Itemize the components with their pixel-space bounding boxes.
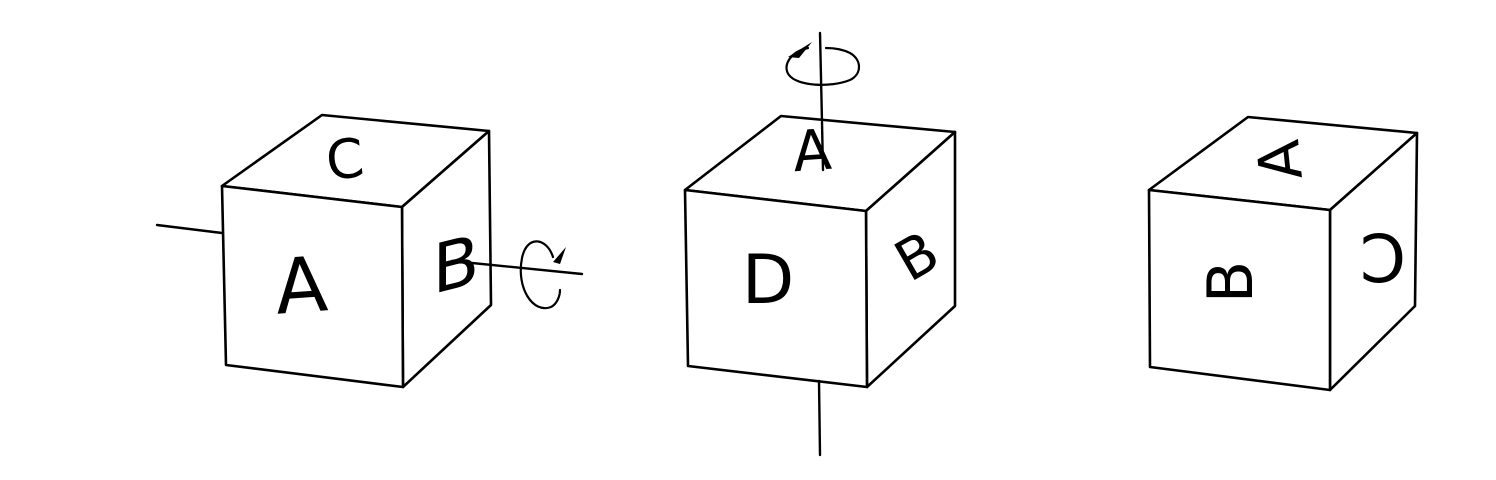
cube-2 [685,33,955,455]
rotation-arrowhead-icon [553,247,566,264]
cube-3-top-letter: A [1244,136,1316,184]
cube-1-front-letter: A [271,239,331,332]
rotation-arrowhead-icon [788,42,812,58]
cube-2-front-letter: D [741,241,795,320]
rotation-axis-top [820,33,822,122]
cube-1 [157,115,582,387]
rotation-axis-left [157,225,222,233]
cube-3 [1149,117,1417,390]
cube-1-top-letter: C [322,126,367,193]
cube-2-top-letter: A [790,117,834,186]
cube-3-right-letter: C [1359,218,1407,295]
cube-3-front-letter: B [1194,260,1267,304]
cube-2-right-letter: B [884,219,951,295]
cube-1-right-letter: B [432,220,480,311]
rotation-arc [521,241,560,308]
rotation-axis-bottom [819,381,820,455]
